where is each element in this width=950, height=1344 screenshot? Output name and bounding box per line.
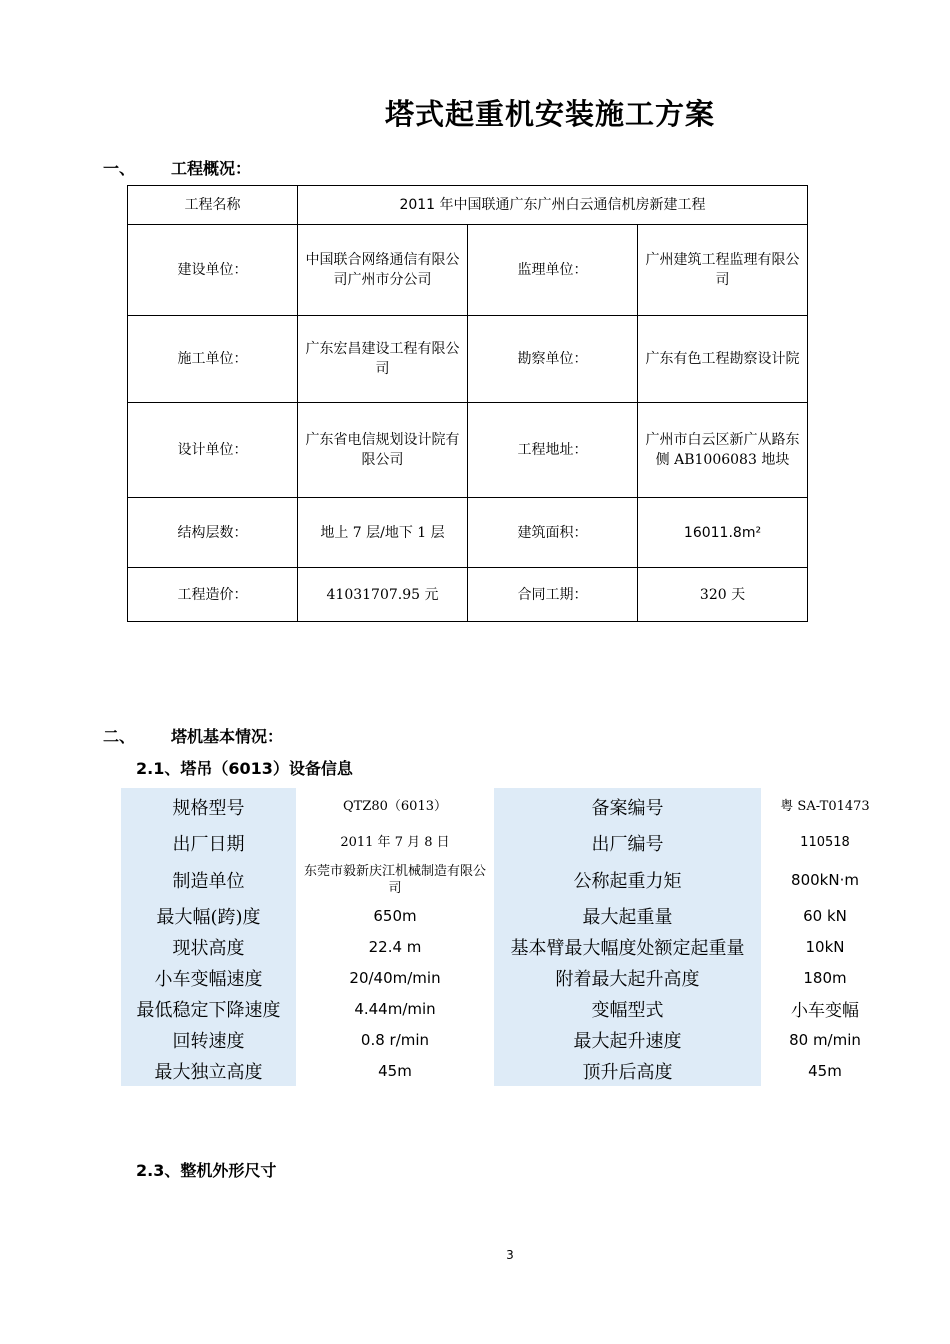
table-row: [121, 860, 889, 900]
spec-label: 小车变幅速度: [121, 962, 296, 993]
spec-value: 45m: [761, 1055, 889, 1086]
spec-label: 最大独立高度: [121, 1055, 296, 1086]
spec-value: 0.8 r/min: [296, 1024, 494, 1055]
spec-value: 800kN·m: [761, 860, 889, 900]
section2-title: 塔机基本情况：: [171, 727, 284, 746]
cell-label: 结构层数：: [128, 498, 298, 568]
cell-value: 广州市白云区新广从路东侧 AB1006083 地块: [638, 403, 808, 498]
spec-label: 变幅型式: [494, 993, 761, 1024]
spec-label: 出厂编号: [494, 825, 761, 860]
spec-label: 最低稳定下降速度: [121, 993, 296, 1024]
spec-label: 附着最大起升高度: [494, 962, 761, 993]
table-row: [121, 931, 889, 962]
cell-value: 41031707.95 元: [298, 568, 468, 622]
table-row: [128, 316, 808, 403]
cell-value: 广州建筑工程监理有限公司: [638, 225, 808, 316]
section1-title: 工程概况：: [171, 159, 252, 178]
table-row: [121, 993, 889, 1024]
cell-label: 建筑面积：: [468, 498, 638, 568]
spec-label: 顶升后高度: [494, 1055, 761, 1086]
spec-value: 80 m/min: [761, 1024, 889, 1055]
table-row: [121, 962, 889, 993]
cell-value: 320 天: [638, 568, 808, 622]
section1-number: 一、: [103, 159, 136, 178]
cell-value: 广东有色工程勘察设计院: [638, 316, 808, 403]
spec-label: 最大起重量: [494, 900, 761, 931]
section2-number: 二、: [103, 727, 136, 746]
spec-value: 20/40m/min: [296, 962, 494, 993]
spec-label: 制造单位: [121, 860, 296, 900]
table-row: [128, 568, 808, 622]
cell-label: 工程造价：: [128, 568, 298, 622]
subsection-2-1-title: 2.1、塔吊（6013）设备信息: [136, 759, 353, 778]
spec-label: 出厂日期: [121, 825, 296, 860]
spec-value: 45m: [296, 1055, 494, 1086]
cell-value: 16011.8m²: [638, 498, 808, 568]
document-title: 塔式起重机安装施工方案: [384, 97, 715, 131]
table-row: [121, 825, 889, 860]
spec-value: 粤 SA-T01473: [761, 788, 889, 825]
cell-label: 施工单位：: [128, 316, 298, 403]
table-row: [121, 1024, 889, 1055]
project-overview-table: [127, 185, 808, 622]
cell-label: 勘察单位：: [468, 316, 638, 403]
table-row: [121, 788, 889, 825]
project-name-value: 2011 年中国联通广东广州白云通信机房新建工程: [298, 186, 808, 225]
subsection-2-3-title: 2.3、整机外形尺寸: [136, 1161, 277, 1180]
spec-value: 东莞市毅新庆江机械制造有限公司: [296, 860, 494, 900]
table-row: [128, 225, 808, 316]
table-row: [128, 186, 808, 225]
spec-value: 110518: [761, 825, 889, 860]
spec-value: 650m: [296, 900, 494, 931]
cell-label: 设计单位：: [128, 403, 298, 498]
tower-crane-spec-table: [121, 788, 889, 1086]
cell-value: 中国联合网络通信有限公司广州市分公司: [298, 225, 468, 316]
spec-label: 公称起重力矩: [494, 860, 761, 900]
cell-label: 工程地址：: [468, 403, 638, 498]
table-row: [121, 900, 889, 931]
spec-label: 现状高度: [121, 931, 296, 962]
spec-value: QTZ80（6013）: [296, 788, 494, 825]
table-row: [128, 498, 808, 568]
table-row: [128, 403, 808, 498]
spec-value: 4.44m/min: [296, 993, 494, 1024]
spec-value: 60 kN: [761, 900, 889, 931]
cell-label: 监理单位：: [468, 225, 638, 316]
cell-label: 合同工期：: [468, 568, 638, 622]
spec-value: 小车变幅: [761, 993, 889, 1024]
table-row: [121, 1055, 889, 1086]
cell-label: 建设单位：: [128, 225, 298, 316]
spec-value: 2011 年 7 月 8 日: [296, 825, 494, 860]
page-number: 3: [506, 1248, 514, 1262]
spec-value: 22.4 m: [296, 931, 494, 962]
spec-label: 最大幅(跨)度: [121, 900, 296, 931]
project-name-label: 工程名称: [128, 186, 298, 225]
cell-value: 广东省电信规划设计院有限公司: [298, 403, 468, 498]
spec-label: 最大起升速度: [494, 1024, 761, 1055]
cell-value: 地上 7 层/地下 1 层: [298, 498, 468, 568]
spec-value: 180m: [761, 962, 889, 993]
spec-label: 备案编号: [494, 788, 761, 825]
cell-value: 广东宏昌建设工程有限公司: [298, 316, 468, 403]
spec-value: 10kN: [761, 931, 889, 962]
spec-label: 规格型号: [121, 788, 296, 825]
spec-label: 基本臂最大幅度处额定起重量: [494, 931, 761, 962]
spec-label: 回转速度: [121, 1024, 296, 1055]
